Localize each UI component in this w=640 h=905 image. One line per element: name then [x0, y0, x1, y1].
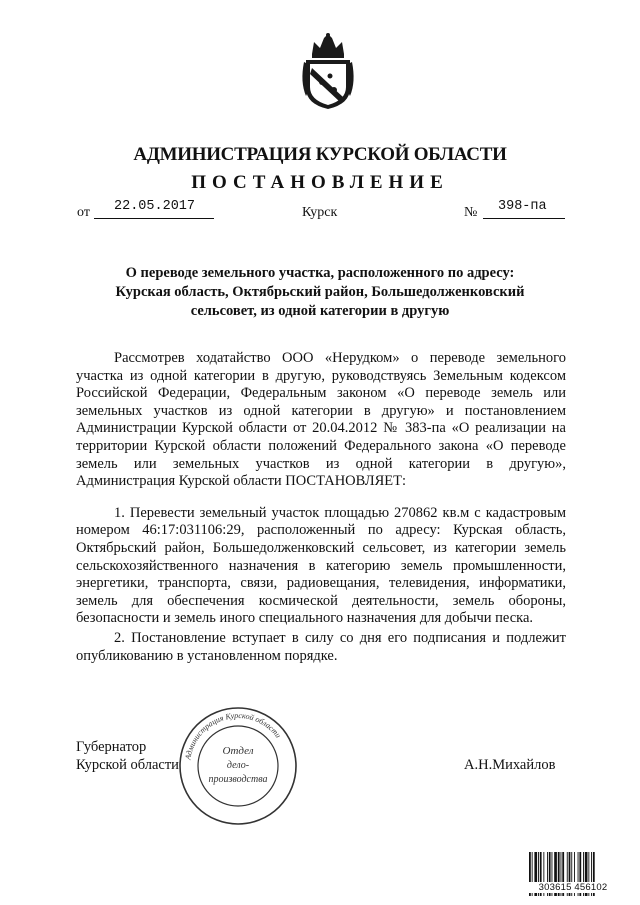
barcode-number: 303615 456102 — [528, 882, 618, 893]
stamp-center-line: дело- — [226, 760, 250, 771]
coat-of-arms-emblem — [300, 32, 356, 110]
stamp-center-line: производства — [208, 774, 268, 785]
resolution-item-2: 2. Постановление вступает в силу со дня его подписания и подлежит опубликованию в установленном порядке. — [76, 629, 566, 664]
signatory-position — [76, 738, 179, 774]
document-date: 22.05.2017 — [114, 199, 196, 214]
subject-line: О переводе земельного участка, расположенного по адресу: — [125, 265, 515, 281]
signatory-name: А.Н.Михайлов — [464, 757, 556, 773]
position-line-2: Курской области — [76, 757, 179, 773]
official-stamp — [176, 704, 300, 828]
subject-line: сельсовет, из одной категории в другую — [190, 303, 450, 319]
stamp-ring-text: Администрация Курской области — [183, 710, 283, 761]
organization-title: АДМИНИСТРАЦИЯ КУРСКОЙ ОБЛАСТИ — [133, 144, 507, 165]
resolution-item-1: 1. Перевести земельный участок площадью 270862 кв.м с кадастровым номером 46:17:031106:29, расположенный по адресу: Курская область, Октябрьский район, Большедолженковский сельсовет, из категории земель сельскохозяйственного назначения в категорию земель промышленности, энергетики, транспорта, связи, радиовещания, телевидения, информатики, земель для обеспечения космической деятельности, земель обороны, безопасности и земель иного специального назначения для добычи песка. — [76, 504, 566, 627]
date-label: от — [77, 205, 90, 220]
subject-line: Курская область, Октябрьский район, Большедолженковский — [115, 284, 525, 300]
document-body — [76, 350, 566, 665]
document-number: 398-па — [498, 199, 547, 214]
document-type: ПОСТАНОВЛЕНИЕ — [191, 172, 449, 193]
preamble-paragraph: Рассмотрев ходатайство ООО «Нерудком» о переводе земельного участка из одной категории в другую, руководствуясь Земельным кодексом Российской Федерации, Федеральным законом «О переводе земель или земельных участков из одной категории в другую» и постановлением Администрации Курской области от 20.04.2012 № 383-па «О реализации на территории Курской области положений Федерального закона «О переводе земель или земельных участков из одной категории в другую», Администрация Курской области ПОСТАНОВЛЯЕТ: — [76, 350, 566, 490]
position-line-1: Губернатор — [76, 739, 147, 755]
city-name: Курск — [302, 205, 338, 220]
document-subject — [90, 264, 550, 321]
stamp-center-line: Отдел — [222, 745, 254, 757]
number-label: № — [464, 205, 478, 220]
